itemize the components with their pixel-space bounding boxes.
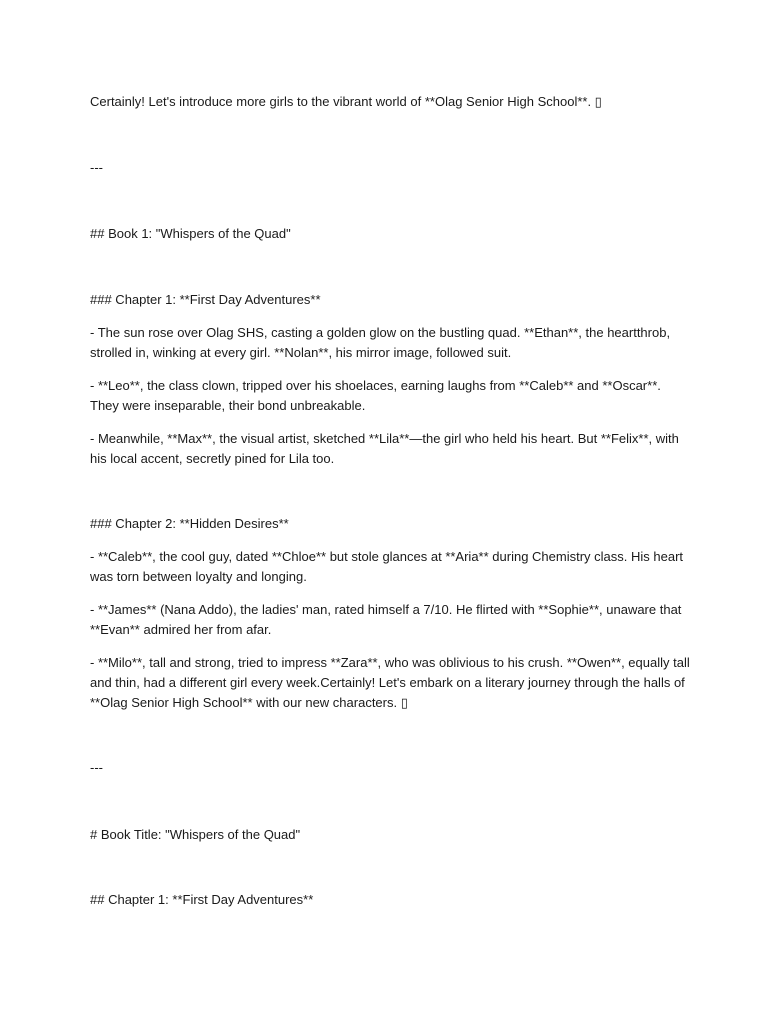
chapter-2-heading: ### Chapter 2: **Hidden Desires**: [90, 516, 289, 531]
book-heading: ## Book 1: "Whispers of the Quad": [90, 226, 291, 241]
chapter-1-repeat-heading: ## Chapter 1: **First Day Adventures**: [90, 892, 314, 907]
chapter-1-paragraph: - Meanwhile, **Max**, the visual artist, sketched **Lila**—the girl who held his heart. But **Felix**, with his local accent, secretly pined for Lila too.: [90, 431, 679, 466]
chapter-2-paragraph: - **Milo**, tall and strong, tried to impress **Zara**, who was oblivious to his crush. **Owen**, equally tall and thin, had a different girl every week.Certainly! Let's embark on a literary journey through the halls of **Olag Senior High School** with our new characters. ▯: [90, 655, 690, 710]
book-title: # Book Title: "Whispers of the Quad": [90, 827, 301, 842]
separator: ---: [90, 760, 103, 775]
chapter-1-paragraph: - **Leo**, the class clown, tripped over his shoelaces, earning laughs from **Caleb** and **Oscar**. They were inseparable, their bond unbreakable.: [90, 378, 661, 413]
chapter-2-paragraph: - **James** (Nana Addo), the ladies' man, rated himself a 7/10. He flirted with **Sophie**, unaware that **Evan** admired her from afar.: [90, 602, 682, 637]
separator: ---: [90, 160, 103, 175]
chapter-2-paragraph: - **Caleb**, the cool guy, dated **Chloe** but stole glances at **Aria** during Chemistry class. His heart was torn between loyalty and longing.: [90, 549, 684, 584]
intro-text: Certainly! Let's introduce more girls to the vibrant world of **Olag Senior High School**. ▯: [90, 94, 602, 109]
chapter-1-heading: ### Chapter 1: **First Day Adventures**: [90, 292, 321, 307]
chapter-1-paragraph: - The sun rose over Olag SHS, casting a golden glow on the bustling quad. **Ethan**, the heartthrob, strolled in, winking at every girl. **Nolan**, his mirror image, followed suit.: [90, 325, 671, 360]
